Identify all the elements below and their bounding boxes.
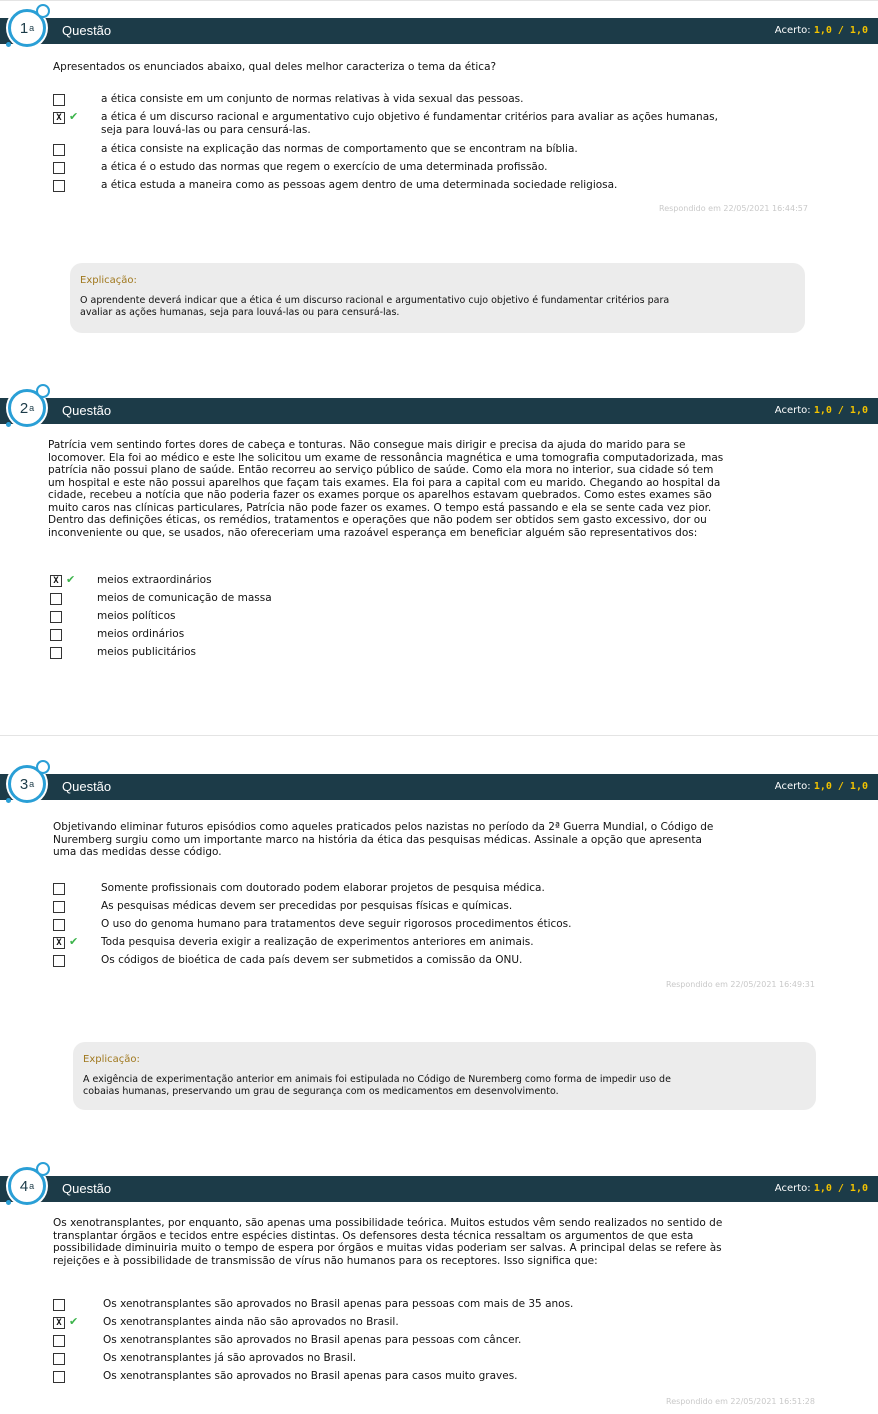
badge-bubble-icon: [36, 1162, 50, 1176]
answer-text: a ética é o estudo das normas que regem o exercício de uma determinada profissão.: [101, 161, 548, 173]
question-panel-1: [0, 0, 878, 393]
question-stem: Os xenotransplantes, por enquanto, são apenas uma possibilidade teórica. Muitos estudos vêm sendo realizados no sentido de transplantar órgãos e tecidos entre espécies distintas. Os defensores desta técnica ressaltam os argumentos de que esta possibilidade diminuiria muito o tempo de espera por órgãos e muitas vidas poderiam ser salvas. A principal delas se refere às rejeições e à possibilidade de transmissão de vírus não humanos para os receptores. Isso significa que:: [53, 1217, 723, 1267]
check-icon: ✔: [66, 573, 76, 586]
question-header: [0, 18, 878, 44]
explanation-title: Explicação:: [83, 1054, 140, 1065]
answer-checkbox[interactable]: [53, 180, 65, 192]
question-header: [0, 1176, 878, 1202]
score: Acerto: 1,0 / 1,0: [774, 25, 868, 36]
question-title: Questão: [62, 1181, 112, 1196]
answer-checkbox[interactable]: [50, 629, 62, 641]
explanation-box: [73, 1042, 816, 1110]
score: Acerto: 1,0 / 1,0: [774, 1183, 868, 1194]
question-title: Questão: [62, 779, 112, 794]
question-stem: Patrícia vem sentindo fortes dores de cabeça e tonturas. Não consegue mais dirigir e precisa da ajuda do marido para se locomover. Ela foi ao médico e este lhe solicitou um exame de ressonância magnética e uma tomografia computadorizada, mas patrícia não possui plano de saúde. Então recorreu ao serviço público de saúde. Como ela mora no interior, sua cidade só tem um hospital e este não possui aparelhos que façam tais exames. Ela foi para a capital com eu marido. Chegando ao hospital da cidade, recebeu a notícia que não poderia fazer os exames porque os aparelhos estavam quebrados. Como estes exames são muito caros nas clínicas particulares, Patrícia não pode fazer os exames. O tempo está passando e ela se sente cada vez pior. Dentro das definições éticas, os remédios, tratamentos e operações que não podem ser obtidos sem gasto excessivo, dor ou inconveniente ou que, se usados, não ofereceriam uma razoável esperança em beneficiar alguém são representativos dos:: [48, 439, 724, 539]
answer-checkbox[interactable]: [53, 1353, 65, 1365]
check-icon: ✔: [69, 935, 79, 948]
answered-timestamp: Respondido em 22/05/2021 16:44:57: [659, 204, 808, 213]
badge-dot-icon: [6, 42, 11, 47]
question-header: [0, 398, 878, 424]
score: Acerto: 1,0 / 1,0: [774, 781, 868, 792]
answer-text: Somente profissionais com doutorado podem elaborar projetos de pesquisa médica.: [101, 882, 545, 894]
check-icon: ✔: [69, 1315, 79, 1328]
answer-text: Os xenotransplantes são aprovados no Brasil apenas para casos muito graves.: [103, 1370, 518, 1382]
answer-checkbox[interactable]: [53, 1371, 65, 1383]
question-panel-4: [0, 1139, 878, 1414]
answer-text: meios de comunicação de massa: [97, 592, 272, 604]
question-title: Questão: [62, 23, 112, 38]
answer-checkbox[interactable]: [53, 1299, 65, 1311]
answer-text: Os xenotransplantes são aprovados no Brasil apenas para pessoas com mais de 35 anos.: [103, 1298, 574, 1310]
answer-text: meios extraordinários: [97, 574, 212, 586]
answer-checkbox[interactable]: [53, 1335, 65, 1347]
question-number-badge: 2 a: [8, 389, 46, 427]
question-stem: Objetivando eliminar futuros episódios como aqueles praticados pelos nazistas no período da 2ª Guerra Mundial, o Código de Nuremberg surgiu como um importante marco na história da ética das pesquisas médicas. Assinale a opção que apresenta uma das medidas desse código.: [53, 821, 714, 858]
answer-checkbox[interactable]: X: [53, 1317, 65, 1329]
explanation-text: O aprendente deverá indicar que a ética é um discurso racional e argumentativo cujo objetivo é fundamentar critérios para avaliar as ações humanas, seja para louvá-las ou para censurá-las.: [80, 295, 670, 318]
answer-checkbox[interactable]: [53, 162, 65, 174]
answer-checkbox[interactable]: [53, 901, 65, 913]
answer-checkbox[interactable]: [50, 593, 62, 605]
badge-bubble-icon: [36, 384, 50, 398]
question-title: Questão: [62, 403, 112, 418]
badge-bubble-icon: [36, 4, 50, 18]
question-number-badge: 4 a: [8, 1167, 46, 1205]
answer-text: Os xenotransplantes já são aprovados no Brasil.: [103, 1352, 357, 1364]
answer-text: O uso do genoma humano para tratamentos deve seguir rigorosos procedimentos éticos.: [101, 918, 572, 930]
badge-dot-icon: [6, 1200, 11, 1205]
answer-text: a ética consiste em um conjunto de normas relativas à vida sexual das pessoas.: [101, 93, 524, 105]
question-number-badge: 1 a: [8, 9, 46, 47]
answer-text: Os códigos de bioética de cada país devem ser submetidos a comissão da ONU.: [101, 954, 523, 966]
answer-checkbox[interactable]: [53, 94, 65, 106]
answer-text: a ética consiste na explicação das normas de comportamento que se encontram na bíblia.: [101, 143, 578, 155]
question-header: [0, 774, 878, 800]
badge-dot-icon: [6, 798, 11, 803]
question-stem: Apresentados os enunciados abaixo, qual deles melhor caracteriza o tema da ética?: [53, 61, 497, 73]
answer-text: meios publicitários: [97, 646, 197, 658]
answer-text: meios políticos: [97, 610, 176, 622]
answer-checkbox[interactable]: X: [50, 575, 62, 587]
question-panel-2: [0, 392, 878, 670]
answer-checkbox[interactable]: [53, 144, 65, 156]
answer-checkbox[interactable]: X: [53, 112, 65, 124]
answer-checkbox[interactable]: [50, 611, 62, 623]
question-number-badge: 3 a: [8, 765, 46, 803]
answer-checkbox[interactable]: [53, 883, 65, 895]
explanation-text: A exigência de experimentação anterior em animais foi estipulada no Código de Nuremberg como forma de impedir uso de cobaias humanas, preservando um grau de segurança com os medicamentos em desenvolvimento.: [83, 1074, 671, 1097]
answer-text: a ética é um discurso racional e argumentativo cujo objetivo é fundamentar critérios para avaliar as ações humanas, seja para louvá-las ou para censurá-las.: [101, 111, 718, 136]
question-panel-3: [0, 735, 878, 1140]
answered-timestamp: Respondido em 22/05/2021 16:49:31: [666, 980, 815, 989]
explanation-box: [70, 263, 805, 333]
answer-text: Os xenotransplantes são aprovados no Brasil apenas para pessoas com câncer.: [103, 1334, 522, 1346]
score: Acerto: 1,0 / 1,0: [774, 405, 868, 416]
answer-checkbox[interactable]: [53, 955, 65, 967]
answer-text: As pesquisas médicas devem ser precedidas por pesquisas físicas e químicas.: [101, 900, 513, 912]
answer-checkbox[interactable]: [50, 647, 62, 659]
answer-text: a ética estuda a maneira como as pessoas agem dentro de uma determinada sociedade religiosa.: [101, 179, 618, 191]
explanation-title: Explicação:: [80, 275, 137, 286]
badge-dot-icon: [6, 422, 11, 427]
check-icon: ✔: [69, 110, 79, 123]
answer-text: meios ordinários: [97, 628, 185, 640]
answer-text: Toda pesquisa deveria exigir a realização de experimentos anteriores em animais.: [101, 936, 534, 948]
answer-checkbox[interactable]: X: [53, 937, 65, 949]
answer-checkbox[interactable]: [53, 919, 65, 931]
answer-text: Os xenotransplantes ainda não são aprovados no Brasil.: [103, 1316, 399, 1328]
badge-bubble-icon: [36, 760, 50, 774]
answered-timestamp: Respondido em 22/05/2021 16:51:28: [666, 1397, 815, 1406]
